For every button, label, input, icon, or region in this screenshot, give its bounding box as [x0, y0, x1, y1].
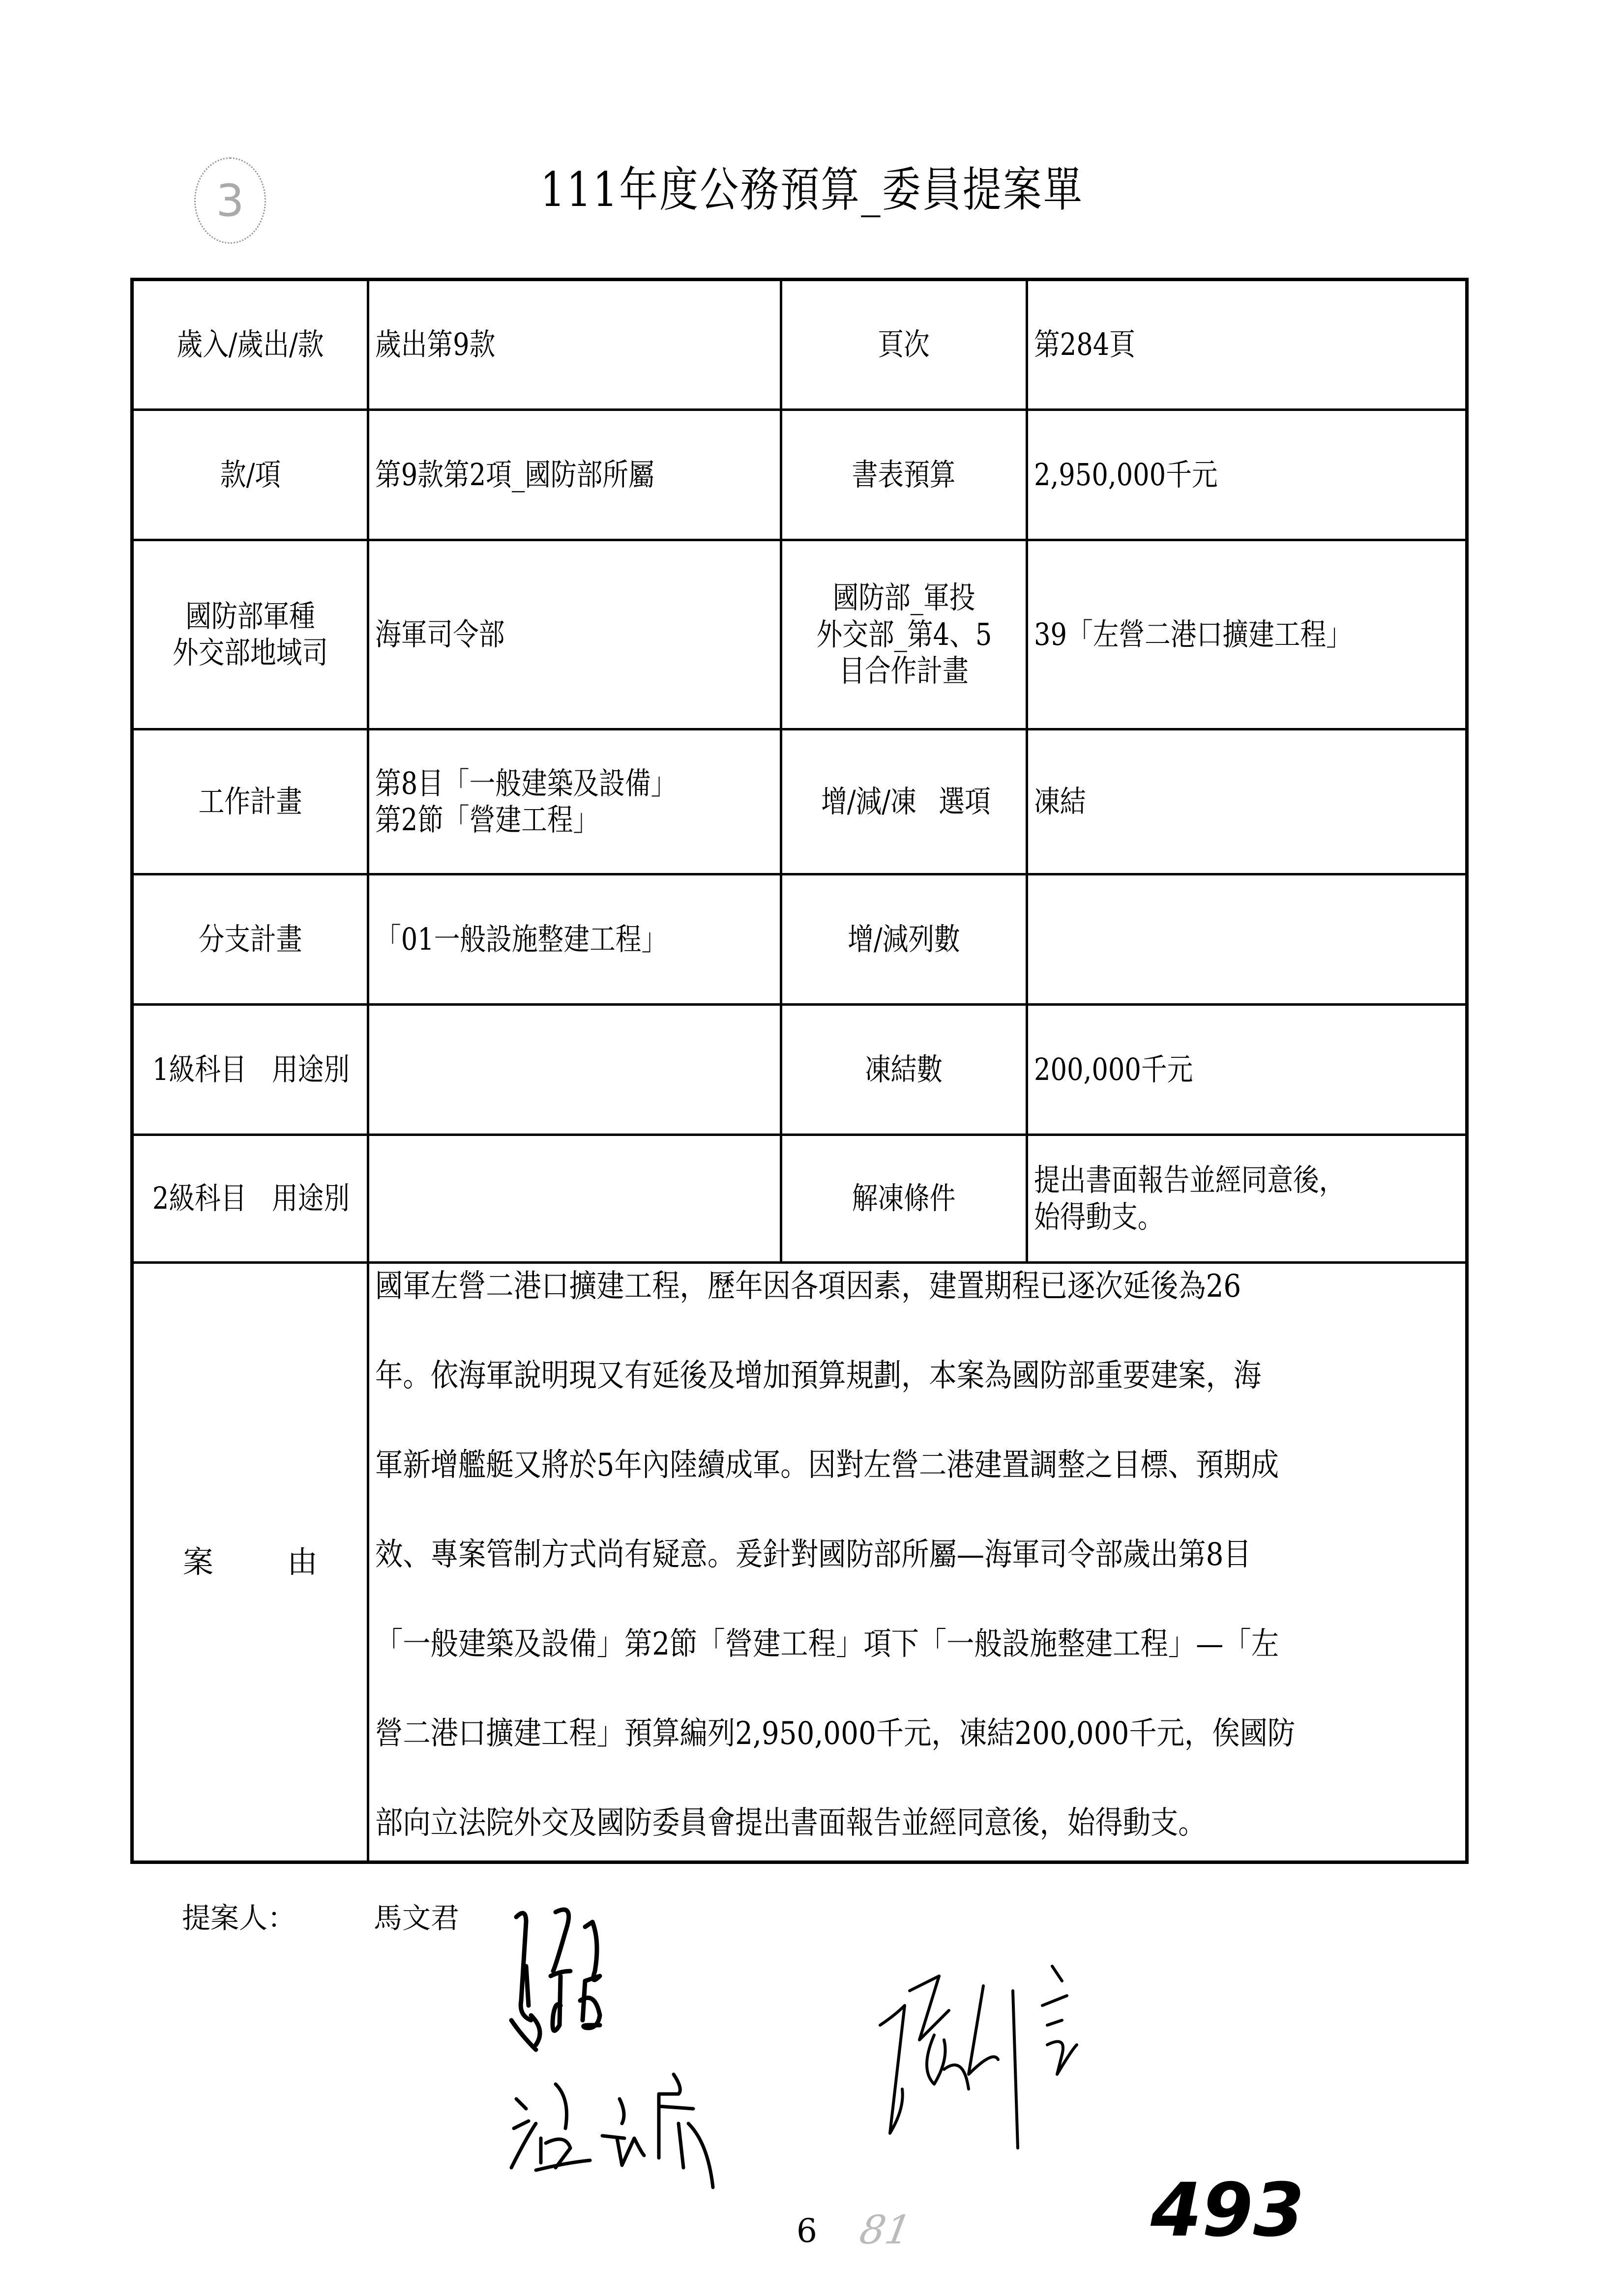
field-label-adjust-amount: 增/減列數 — [781, 874, 1027, 1005]
field-label-reason: 案 由 — [132, 1263, 368, 1862]
field-label-action-option: 增/減/凍 選項 — [781, 729, 1027, 874]
field-label-freeze-amount: 凍結數 — [781, 1005, 1027, 1135]
page-title: 111年度公務預算_委員提案單 — [540, 162, 1084, 217]
reason-line: 軍新增艦艇又將於5年內陸續成軍。因對左營二港建置調整之目標、預期成 — [375, 1447, 1279, 1483]
handwritten-signature-1 — [506, 1902, 782, 2064]
reason-line: 效、專案管制方式尚有疑意。爰針對國防部所屬—海軍司令部歲出第8目 — [375, 1537, 1251, 1573]
field-value-adjust-amount — [1027, 874, 1467, 1005]
field-label-page: 頁次 — [781, 280, 1027, 410]
field-value-budget-amount: 2,950,000千元 — [1027, 410, 1467, 540]
field-value-action-option: 凍結 — [1027, 729, 1467, 874]
table-row — [132, 280, 1467, 410]
proposer-label: 提案人： — [182, 1901, 296, 1935]
field-label-level1-subject: 1級科目 用途別 — [132, 1005, 368, 1135]
reason-line: 國軍左營二港口擴建工程，歷年因各項因素，建置期程已逐次延後為26 — [375, 1268, 1241, 1305]
field-value-freeze-amount: 200,000千元 — [1027, 1005, 1467, 1135]
circled-mark-text: 3 — [216, 174, 244, 227]
field-label-work-plan: 工作計畫 — [132, 729, 368, 874]
table-row — [132, 410, 1467, 540]
handwritten-signature-3 — [875, 1961, 1219, 2158]
field-value-unfreeze-condition: 提出書面報告並經同意後， 始得動支。 — [1027, 1135, 1467, 1263]
table-row — [132, 729, 1467, 874]
field-value-sub-plan: 「01一般設施整建工程」 — [368, 874, 781, 1005]
handwritten-signature-2 — [506, 2069, 728, 2197]
reason-line: 營二港口擴建工程」預算編列2,950,000千元，凍結200,000千元，俟國防 — [375, 1715, 1296, 1752]
field-label-section-item: 款/項 — [132, 410, 368, 540]
field-label-sub-plan: 分支計畫 — [132, 874, 368, 1005]
proposal-form-table — [130, 278, 1469, 1864]
field-value-cooperation-plan: 39「左營二港口擴建工程」 — [1027, 540, 1467, 729]
pencil-annotation: 81 — [856, 2207, 915, 2253]
proposer-name: 馬文君 — [374, 1901, 460, 1935]
reason-line: 年。依海軍說明現又有延後及增加預算規劃，本案為國防部重要建案，海 — [375, 1358, 1262, 1394]
field-label-level2-subject: 2級科目 用途別 — [132, 1135, 368, 1263]
table-row-reason — [132, 1263, 1467, 1862]
table-row — [132, 874, 1467, 1005]
page-number: 6 — [797, 2212, 817, 2250]
reason-line: 「一般建築及設備」第2節「營建工程」項下「一般設施整建工程」—「左 — [375, 1626, 1279, 1662]
reason-line: 部向立法院外交及國防委員會提出書面報告並經同意後，始得動支。 — [375, 1805, 1206, 1841]
table-row — [132, 540, 1467, 729]
field-value-work-plan: 第8目「一般建築及設備」 第2節「營建工程」 — [368, 729, 781, 874]
field-value-budget-category: 歲出第9款 — [368, 280, 781, 410]
field-value-agency: 海軍司令部 — [368, 540, 781, 729]
field-label-agency: 國防部軍種 外交部地域司 — [132, 540, 368, 729]
field-value-level1-subject — [368, 1005, 781, 1135]
field-value-page: 第284頁 — [1027, 280, 1467, 410]
table-row — [132, 1005, 1467, 1135]
field-label-unfreeze-condition: 解凍條件 — [781, 1135, 1027, 1263]
field-value-level2-subject — [368, 1135, 781, 1263]
field-value-section-item: 第9款第2項_國防部所屬 — [368, 410, 781, 540]
field-label-budget-category: 歲入/歲出/款 — [132, 280, 368, 410]
field-label-cooperation-plan: 國防部_軍投 外交部_第4、5 目合作計畫 — [781, 540, 1027, 729]
field-label-budget-amount: 書表預算 — [781, 410, 1027, 540]
handwritten-page-count: 493 — [1151, 2168, 1305, 2253]
field-value-reason — [368, 1263, 1467, 1862]
table-row — [132, 1135, 1467, 1263]
